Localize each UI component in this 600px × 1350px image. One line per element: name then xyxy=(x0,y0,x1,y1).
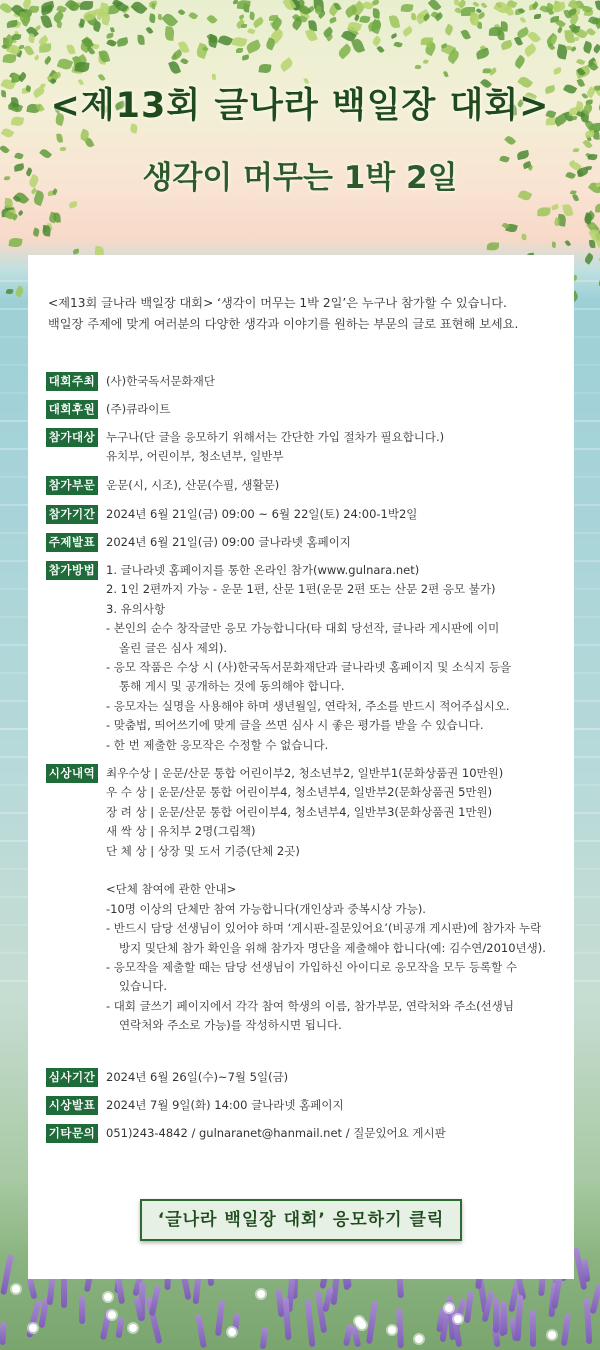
lavender-flower xyxy=(590,1284,600,1315)
leaf-decoration xyxy=(588,15,599,25)
leaf-decoration xyxy=(131,0,148,16)
leaf-decoration xyxy=(177,9,185,17)
leaf-decoration xyxy=(6,289,14,295)
value-contact xyxy=(106,1124,446,1143)
leaf-decoration xyxy=(504,134,517,146)
leaf-decoration xyxy=(522,43,537,57)
leaf-decoration xyxy=(513,55,526,69)
leaf-decoration xyxy=(389,14,401,29)
leaf-decoration xyxy=(23,45,34,57)
value-line: 2024년 7월 9일(화) 14:00 글나라넷 홈페이지 xyxy=(106,1098,344,1112)
leaf-decoration xyxy=(2,53,16,63)
label-contact: 기타문의 xyxy=(46,1124,98,1143)
lavender-flower xyxy=(304,1299,315,1347)
lavender-flower xyxy=(192,1275,201,1304)
leaf-decoration xyxy=(217,34,232,47)
leaf-decoration xyxy=(460,29,470,41)
leaf-decoration xyxy=(583,252,595,264)
value-line: 우 수 상 | 운문/산문 통합 어린이부4, 청소년부4, 일반부2(문화상품권 5만원) xyxy=(106,785,493,800)
leaf-decoration xyxy=(400,3,413,12)
value-line: - 맞춤법, 띄어쓰기에 맞게 글을 쓰면 심사 시 좋은 평가를 받을 수 있습니다. xyxy=(106,718,484,733)
white-flower xyxy=(257,1290,265,1298)
value-line: 방지 및단체 참가 확인을 위해 참가자 명단을 제출해야 합니다(예: 김수연/2010년생). xyxy=(119,940,546,955)
row-method xyxy=(46,561,566,755)
leaf-decoration xyxy=(164,26,175,40)
leaf-decoration xyxy=(574,37,580,41)
white-flower xyxy=(108,1311,116,1319)
label-awards: 시상내역 xyxy=(46,764,98,783)
label-method: 참가방법 xyxy=(46,561,98,580)
value-line: - 본인의 순수 창작글만 응모 가능합니다(타 대회 당선작, 글나라 게시판에 이미 xyxy=(106,621,500,636)
leaf-decoration xyxy=(521,233,527,240)
row-awards xyxy=(46,764,566,1036)
leaf-decoration xyxy=(520,17,527,24)
lavender-flower xyxy=(215,1299,225,1336)
value-categories xyxy=(106,476,279,495)
leaf-decoration xyxy=(145,26,153,34)
label-host: 대회주최 xyxy=(46,372,98,391)
leaf-decoration xyxy=(59,146,65,151)
leaf-decoration xyxy=(373,8,381,19)
leaf-decoration xyxy=(27,34,35,44)
white-flower xyxy=(228,1328,236,1336)
leaf-decoration xyxy=(537,206,551,216)
leaf-decoration xyxy=(56,134,63,143)
leaf-decoration xyxy=(483,67,491,73)
lavender-flower xyxy=(530,1310,536,1347)
value-line: 2. 1인 2편까지 가능 - 운문 1편, 산문 1편(운문 2편 또는 산문 2편 응모 불가) xyxy=(106,582,496,597)
content-card xyxy=(28,255,574,1279)
leaf-decoration xyxy=(557,27,564,34)
row-sponsor xyxy=(46,400,566,419)
value-line: 최우수상 | 운문/산문 통합 어린이부2, 청소년부2, 일반부1(문화상품권 10만원) xyxy=(106,766,504,780)
lavender-flower xyxy=(561,1312,571,1345)
leaf-decoration xyxy=(188,11,198,20)
row-eligibility xyxy=(46,428,566,467)
value-line: - 응모자는 실명을 사용해야 하며 생년월일, 연락처, 주소를 반드시 적어주십시오. xyxy=(106,698,510,713)
lavender-flower xyxy=(116,1317,125,1338)
value-line: -10명 이상의 단체만 참여 가능합니다(개인상과 중복시상 가능). xyxy=(106,901,426,916)
lavender-flower xyxy=(342,1324,352,1347)
leaf-decoration xyxy=(43,56,52,65)
leaf-decoration xyxy=(123,13,129,19)
value-host xyxy=(106,372,215,391)
value-line: 2024년 6월 21일(금) 09:00 글나라넷 홈페이지 xyxy=(106,535,351,549)
label-announcement: 시상발표 xyxy=(46,1096,98,1115)
leaf-decoration xyxy=(258,64,271,74)
label-period: 참가기간 xyxy=(46,505,98,524)
value-line: 3. 유의사항 xyxy=(106,601,166,616)
leaf-decoration xyxy=(475,48,490,60)
leaf-decoration xyxy=(500,40,513,50)
value-line: - 반드시 담당 선생님이 있어야 하며 ‘게시판-질문있어요’(비공개 게시판)에 참가자 누락 xyxy=(106,921,542,936)
leaf-decoration xyxy=(110,27,114,33)
leaf-decoration xyxy=(248,11,255,20)
leaf-decoration xyxy=(587,27,597,37)
leaf-decoration xyxy=(552,204,560,210)
white-flower xyxy=(454,1315,462,1323)
leaf-decoration xyxy=(206,14,217,25)
lavender-flower xyxy=(396,1308,404,1348)
value-line: 올린 글은 심사 제외). xyxy=(119,640,227,655)
value-judging xyxy=(106,1068,288,1087)
value-line: - 대회 글쓰기 페이지에서 각각 참여 학생의 이름, 참가부문, 연락처와 주소(선생님 xyxy=(106,998,514,1013)
value-line: (주)큐라이트 xyxy=(106,402,171,416)
row-period xyxy=(46,505,566,524)
value-awards xyxy=(106,764,546,1036)
value-topic xyxy=(106,533,351,552)
value-line: 연락처와 주소로 가능)를 작성하시면 됩니다. xyxy=(119,1018,342,1033)
white-flower xyxy=(29,1324,37,1332)
label-judging: 심사기간 xyxy=(46,1068,98,1087)
leaf-decoration xyxy=(376,46,384,55)
row-categories xyxy=(46,476,566,495)
value-line: 누구나(단 글을 응모하기 위해서는 간단한 가입 절차가 필요합니다.) xyxy=(106,430,445,444)
leaf-decoration xyxy=(246,40,262,54)
leaf-decoration xyxy=(32,227,40,237)
leaf-decoration xyxy=(533,14,540,19)
white-flower xyxy=(388,1326,396,1334)
leaf-decoration xyxy=(411,13,417,21)
leaf-decoration xyxy=(161,11,177,27)
value-line: - 한 번 제출한 응모작은 수정할 수 없습니다. xyxy=(106,737,329,752)
leaf-decoration xyxy=(168,60,181,76)
value-line: 운문(시, 시조), 산문(수필, 생활문) xyxy=(106,478,280,492)
leaf-decoration xyxy=(56,20,63,28)
leaf-decoration xyxy=(232,35,247,47)
lavender-flower xyxy=(259,1326,267,1348)
value-line: 장 려 상 | 운문/산문 통합 어린이부4, 청소년부4, 일반부3(문화상품권 1만원) xyxy=(106,804,493,819)
label-topic: 주제발표 xyxy=(46,533,98,552)
lavender-flower xyxy=(195,1314,207,1348)
leaf-decoration xyxy=(42,225,51,237)
leaf-decoration xyxy=(552,242,557,248)
leaf-decoration xyxy=(330,17,338,24)
leaf-decoration xyxy=(278,57,294,72)
value-line: 051)243-4842 / gulnaranet@hanmail.net / 질문있어요 게시판 xyxy=(106,1126,446,1140)
value-spacer xyxy=(106,861,546,880)
lavender-flower xyxy=(493,1298,499,1333)
value-line: 새 싹 상 | 유치부 2명(그림책) xyxy=(106,824,256,839)
value-line: 통해 게시 및 공개하는 것에 동의해야 합니다. xyxy=(119,679,345,694)
white-flower xyxy=(548,1331,556,1339)
leaf-decoration xyxy=(40,14,52,29)
leaf-decoration xyxy=(8,237,22,248)
lavender-flower xyxy=(464,1290,474,1323)
leaf-decoration xyxy=(576,58,585,66)
lavender-flower xyxy=(0,1322,7,1345)
white-flower xyxy=(355,1317,363,1325)
intro-line: <제13회 글나라 백일장 대회> ‘생각이 머무는 1박 2일’은 누구나 참가할 수 있습니다. xyxy=(48,296,507,310)
leaf-decoration xyxy=(423,59,429,64)
leaf-decoration xyxy=(390,33,397,39)
leaf-decoration xyxy=(443,70,448,77)
intro-line: 백일장 주제에 맞게 여러분의 다양한 생각과 이야기를 원하는 부문의 글로 표현해 보세요. xyxy=(48,317,519,331)
lavender-flower xyxy=(26,1276,37,1300)
leaf-decoration xyxy=(20,12,28,24)
row-host xyxy=(46,372,566,391)
leaf-decoration xyxy=(241,23,247,27)
leaf-decoration xyxy=(402,26,414,37)
leaf-decoration xyxy=(66,44,75,55)
row-judging xyxy=(46,1068,566,1087)
leaf-decoration xyxy=(393,41,402,49)
leaf-decoration xyxy=(582,40,594,54)
row-contact xyxy=(46,1124,566,1143)
leaf-decoration xyxy=(106,39,117,49)
page-title: <제13회 글나라 백일장 대회> xyxy=(50,86,550,126)
leaf-decoration xyxy=(73,249,80,255)
leaf-decoration xyxy=(101,13,112,27)
value-line: 2024년 6월 26일(수)~7월 5일(금) xyxy=(106,1070,289,1084)
leaf-decoration xyxy=(137,34,144,44)
leaf-decoration xyxy=(236,48,244,53)
white-flower xyxy=(445,1304,453,1312)
leaf-decoration xyxy=(242,54,250,60)
leaf-decoration xyxy=(13,286,25,299)
leaf-decoration xyxy=(53,212,61,223)
leaf-decoration xyxy=(56,57,72,71)
value-method xyxy=(106,561,511,755)
intro-text xyxy=(48,293,568,335)
value-line: <단체 참여에 관한 안내> xyxy=(106,882,237,897)
value-line: - 응모 작품은 수상 시 (사)한국독서문화재단과 글나라넷 홈페이지 및 소식지 등을 xyxy=(106,660,512,675)
leaf-decoration xyxy=(595,239,600,250)
label-eligibility: 참가대상 xyxy=(46,428,98,447)
leaf-decoration xyxy=(595,204,600,213)
value-period xyxy=(106,505,417,524)
leaf-decoration xyxy=(17,210,23,216)
leaf-decoration xyxy=(481,1,488,9)
leaf-decoration xyxy=(489,27,502,36)
white-flower xyxy=(12,1285,20,1293)
leaf-decoration xyxy=(565,239,571,246)
row-topic xyxy=(46,533,566,552)
value-eligibility xyxy=(106,428,444,467)
leaf-decoration xyxy=(351,38,365,54)
leaf-decoration xyxy=(594,0,600,12)
leaf-decoration xyxy=(116,37,128,47)
leaf-decoration xyxy=(1,126,15,138)
lavender-flower xyxy=(275,1289,284,1317)
leaf-decoration xyxy=(180,58,188,66)
leaf-decoration xyxy=(68,201,77,208)
value-line: 1. 글나라넷 홈페이지를 통한 온라인 참가(www.gulnara.net) xyxy=(106,563,420,577)
leaf-decoration xyxy=(34,55,40,61)
lavender-flower xyxy=(351,1326,361,1348)
leaf-decoration xyxy=(486,242,498,251)
leaf-decoration xyxy=(247,27,255,34)
apply-button[interactable]: ‘글나라 백일장 대회’ 응모하기 클릭 xyxy=(140,1199,462,1241)
lavender-flower xyxy=(47,1277,56,1306)
leaf-decoration xyxy=(29,5,40,13)
value-line: 유치부, 어린이부, 청소년부, 일반부 xyxy=(106,449,284,464)
white-flower xyxy=(104,1293,112,1301)
white-flower xyxy=(129,1324,137,1332)
label-sponsor: 대회후원 xyxy=(46,400,98,419)
value-line: - 응모작을 제출할 때는 담당 선생님이 가입하신 아이디로 응모작을 모두 등록할 수 xyxy=(106,960,517,975)
value-line: (사)한국독서문화재단 xyxy=(106,374,215,388)
leaf-decoration xyxy=(337,43,353,59)
leaf-decoration xyxy=(80,1,93,10)
leaf-decoration xyxy=(252,17,265,29)
lavender-flower xyxy=(500,1301,507,1336)
white-flower xyxy=(415,1335,423,1343)
value-sponsor xyxy=(106,400,171,419)
leaf-decoration xyxy=(444,24,455,37)
value-line: 단 체 상 | 상장 및 도서 기증(단체 2곳) xyxy=(106,843,300,858)
leaf-decoration xyxy=(149,13,157,23)
lavender-flower xyxy=(79,1296,85,1324)
label-categories: 참가부문 xyxy=(46,476,98,495)
lavender-flower xyxy=(366,1300,378,1344)
row-announcement xyxy=(46,1096,566,1115)
value-line: 2024년 6월 21일(금) 09:00 ~ 6월 22일(토) 24:00-1박2일 xyxy=(106,507,418,521)
leaf-decoration xyxy=(552,67,562,75)
value-announcement xyxy=(106,1096,344,1115)
page-subtitle: 생각이 머무는 1박 2일 xyxy=(142,160,458,196)
leaf-decoration xyxy=(106,32,114,38)
value-line: 있습니다. xyxy=(119,979,168,994)
leaf-decoration xyxy=(414,64,421,69)
